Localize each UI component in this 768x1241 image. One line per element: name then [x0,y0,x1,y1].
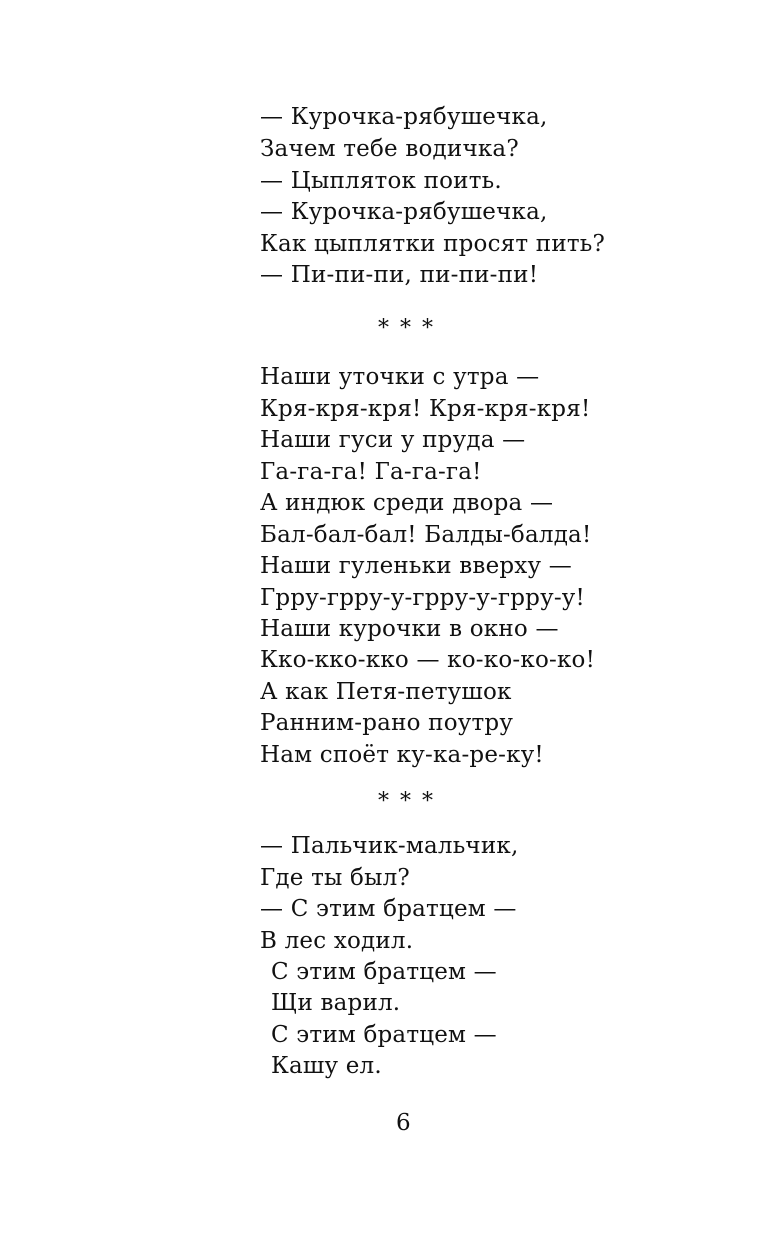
poem-line: А как Петя-петушок [260,679,512,705]
poem-line: В лес ходил. [260,928,414,954]
poem-line: Щи варил. [271,990,401,1016]
poem-line: — Курочка-рябушечка, [260,104,548,130]
poem-line: Кко-кко-кко — ко-ко-ко-ко! [260,647,596,673]
poem-line: Грру-грру-у-грру-у-грру-у! [260,585,585,611]
poem-line: Где ты был? [260,865,410,891]
poem-line: — Цыпляток поить. [260,168,502,194]
poem-line: Ранним-рано поутру [260,710,514,736]
poem-line: Бал-бал-бал! Балды-балда! [260,522,592,548]
poem-line: Наши гуленьки вверху — [260,553,572,579]
poem-line: Кашу ел. [271,1053,382,1079]
poem-line: — Пальчик-мальчик, [260,833,519,859]
poem-line: — Курочка-рябушечка, [260,199,548,225]
section-separator: * * * [378,789,435,814]
poem-line: Наши уточки с утра — [260,364,540,390]
poem-line: Наши гуси у пруда — [260,427,526,453]
section-separator: * * * [378,316,435,341]
poem-line: А индюк среди двора — [260,490,554,516]
poem-line: Как цыплятки просят пить? [260,231,606,257]
page-number: 6 [396,1110,411,1136]
poem-line: Га-га-га! Га-га-га! [260,459,482,485]
poem-line: Наши курочки в окно — [260,616,559,642]
poem-line: Кря-кря-кря! Кря-кря-кря! [260,396,591,422]
poem-line: Зачем тебе водичка? [260,136,519,162]
poem-line: С этим братцем — [271,1022,497,1048]
poem-line: С этим братцем — [271,959,497,985]
poem-line: — С этим братцем — [260,896,517,922]
poem-line: — Пи-пи-пи, пи-пи-пи! [260,262,539,288]
poem-line: Нам споёт ку-ка-ре-ку! [260,742,544,768]
